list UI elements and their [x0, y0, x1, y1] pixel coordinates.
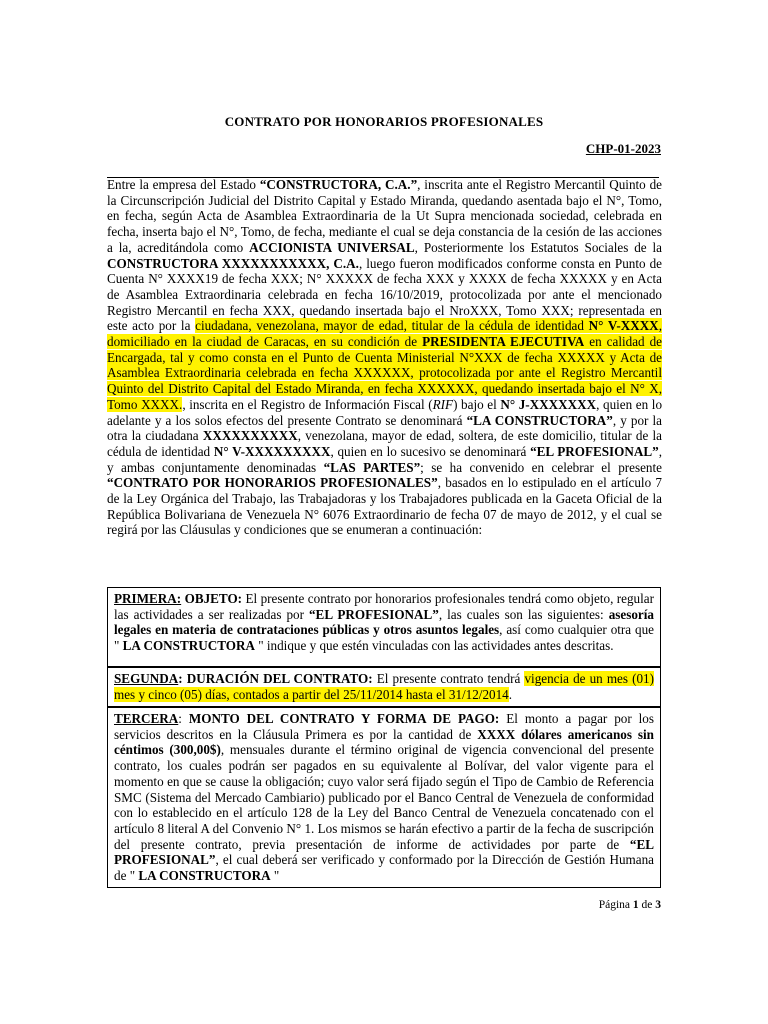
text-run: ) bajo el	[453, 396, 501, 412]
text-run: , domiciliado en la ciudad de Caracas, en su condición de	[107, 318, 662, 350]
text-run: , el cual deberá ser verificado y conformado por la Dirección de Gestión Humana de "	[114, 852, 654, 884]
text-run: :	[178, 671, 187, 686]
text-run: , quien en lo sucesivo se denominará	[330, 443, 531, 459]
text-run: , quien en lo adelante y a los solos efectos del presente Contrato se denominará	[107, 396, 663, 428]
text-run: , las cuales son las siguientes:	[438, 606, 609, 622]
footer-total-pages: 3	[655, 899, 661, 911]
clause-primera	[107, 587, 661, 667]
footer-prefix: Página	[598, 899, 633, 911]
text-run: ACCIONISTA UNIVERSAL	[249, 239, 415, 255]
text-run: DURACIÓN DEL CONTRATO:	[186, 671, 373, 686]
text-run: :	[178, 711, 189, 726]
text-run: “EL PROFESIONAL”	[530, 443, 659, 459]
text-run: , y ambas conjuntamente denominadas	[107, 443, 662, 475]
text-run: N° J-XXXXXXX	[500, 396, 597, 412]
text-run: El presente contrato por honorarios profesionales tendrá como objeto, regular las actividades a ser realizadas por	[114, 591, 654, 622]
clause-segunda	[107, 667, 661, 707]
text-run: en calidad de Encargada, tal y como consta en el Punto de Cuenta Ministerial N°XXX de fecha XXXXX y Acta de Asamblea Extraordinaria celebrada en fecha XXXXXX, protocolizada por ante el Registro Mercantil Quinto del Distrito Capital del Estado Miranda, en fecha XXXXXX, quedando insertada bajo el N° X, Tomo XXXX.	[107, 334, 662, 412]
text-run: ciudadana, venezolana, mayor de edad, titular de la cédula de identidad	[195, 318, 589, 334]
text-run: TERCERA	[114, 711, 179, 726]
text-run: LA CONSTRUCTORA	[122, 638, 255, 654]
text-run: MONTO DEL CONTRATO Y FORMA DE PAGO:	[188, 711, 500, 726]
text-run: , venezolana, mayor de edad, soltera, de este domicilio, titular de la cédula de identidad	[107, 428, 662, 459]
text-run: XXXX dólares americanos sin céntimos (300,00$)	[114, 726, 654, 758]
text-run: , y por la otra la ciudadana	[107, 412, 662, 444]
page-footer	[599, 899, 661, 911]
text-run: El monto a pagar por los servicios descritos en la Cláusula Primera es por la cantidad de	[114, 711, 654, 742]
text-run: , mensuales durante el término original de vigencia convencional del presente contrato, los cuales podrán ser pagados en su equivalente al Bolívar, del valor vigente para el momento en que se cause la obligación; cuyo valor será fijado según el Tipo de Cambio de Referencia SMC (Sistema del Mercado Cambiario) publicado por el Banco Central de Venezuela de conformidad con lo establecido en el artículo 128 de la Ley del Banco Central de Venezuela concatenado con el artículo 8 literal A del Convenio N° 1. Los mismos se harán efectivo a partir de la fecha de suscripción del presente contrato, previa presentación de informe de actividades por parte de	[114, 742, 654, 852]
text-run: LA CONSTRUCTORA	[138, 868, 271, 884]
text-run: "	[270, 868, 280, 884]
text-run: asesoría legales en materia de contrataciones públicas y otros asuntos legales	[114, 606, 654, 638]
document-title: CONTRATO POR HONORARIOS PROFESIONALES	[224, 114, 544, 129]
footer-current-page: 1	[632, 899, 639, 911]
document-code: CHP-01-2023	[585, 141, 661, 156]
text-run: , inscrita ante el Registro Mercantil Quinto de la Circunscripción Judicial del Distrito Capital y Estado Miranda, quedando asentada bajo el N°, Tomo, en fecha, según Acta de Asamblea Extraordinaria de la Ut Supra mencionada sociedad, celebrada en fecha, inserta bajo el N°, Tomo, de fecha, mediante el cual se deja constancia de la cesión de las acciones a la, acreditándola como	[107, 177, 663, 255]
text-run: .	[508, 686, 513, 702]
text-run: vigencia de un mes (01) mes y cinco (05) días, contados a partir del 25/11/2014 hasta el 31/12/2014	[114, 671, 654, 702]
text-run: “CONSTRUCTORA, C.A.”	[259, 177, 418, 192]
text-run: , basados en lo estipulado en el artículo 7 de la Ley Orgánica del Trabajo, las Trabajadoras y los Trabajadores publicada en la Gaceta Oficial de la República Bolivariana de Venezuela N° 6076 Extraordinario de fecha 07 de mayo de 2012, y el cual se regirá por las Cláusulas y condiciones que se enumeran a continuación:	[107, 475, 662, 538]
text-run: OBJETO:	[184, 591, 243, 606]
text-run: Entre la empresa del Estado	[107, 177, 260, 192]
text-run: PRIMERA:	[114, 591, 182, 606]
text-run: ; se ha convenido en celebrar el presente	[420, 459, 662, 475]
text-run: , luego fueron modificados conforme consta en Punto de Cuenta N° XXXX19 de fecha XXX; N° XXXXX de fecha XXX y XXXX de fecha XXXXX y en Acta de Asamblea Extraordinaria celebrada en fecha 16/10/2019, protocolizada por ante el mencionado Registro Mercantil en fecha XXX, quedando insertada bajo el NroXXX, Tomo XXX; representada en este acto por la	[107, 255, 662, 334]
text-run: N° V-XXXXXXXXX	[213, 443, 331, 459]
text-run: CONSTRUCTORA XXXXXXXXXXX, C.A.	[107, 255, 359, 271]
preamble-paragraph	[107, 177, 662, 538]
text-run: El presente contrato tendrá	[372, 671, 525, 686]
text-run: N° V-XXXX	[588, 318, 659, 334]
text-run: XXXXXXXXXX	[202, 428, 298, 444]
text-run: , así como cualquier otra que "	[114, 622, 654, 654]
text-run: PRESIDENTA EJECUTIVA	[422, 334, 585, 350]
footer-middle: de	[638, 899, 656, 911]
text-run: , Posteriormente los Estatutos Sociales de la	[414, 239, 662, 255]
text-run: “EL PROFESIONAL”	[114, 836, 654, 868]
text-run: SEGUNDA	[114, 671, 179, 686]
text-run: , inscrita en el Registro de Información Fiscal (	[182, 396, 433, 412]
text-run: “LAS PARTES”	[323, 459, 421, 475]
text-run: RIF	[432, 396, 454, 412]
text-run: “LA CONSTRUCTORA”	[466, 412, 613, 428]
text-run: “CONTRATO POR HONORARIOS PROFESIONALES”	[107, 475, 438, 491]
text-run: " indique y que estén vinculadas con las actividades antes descritas.	[254, 638, 614, 654]
text-run: “EL PROFESIONAL”	[308, 606, 439, 622]
clause-tercera	[107, 707, 661, 888]
